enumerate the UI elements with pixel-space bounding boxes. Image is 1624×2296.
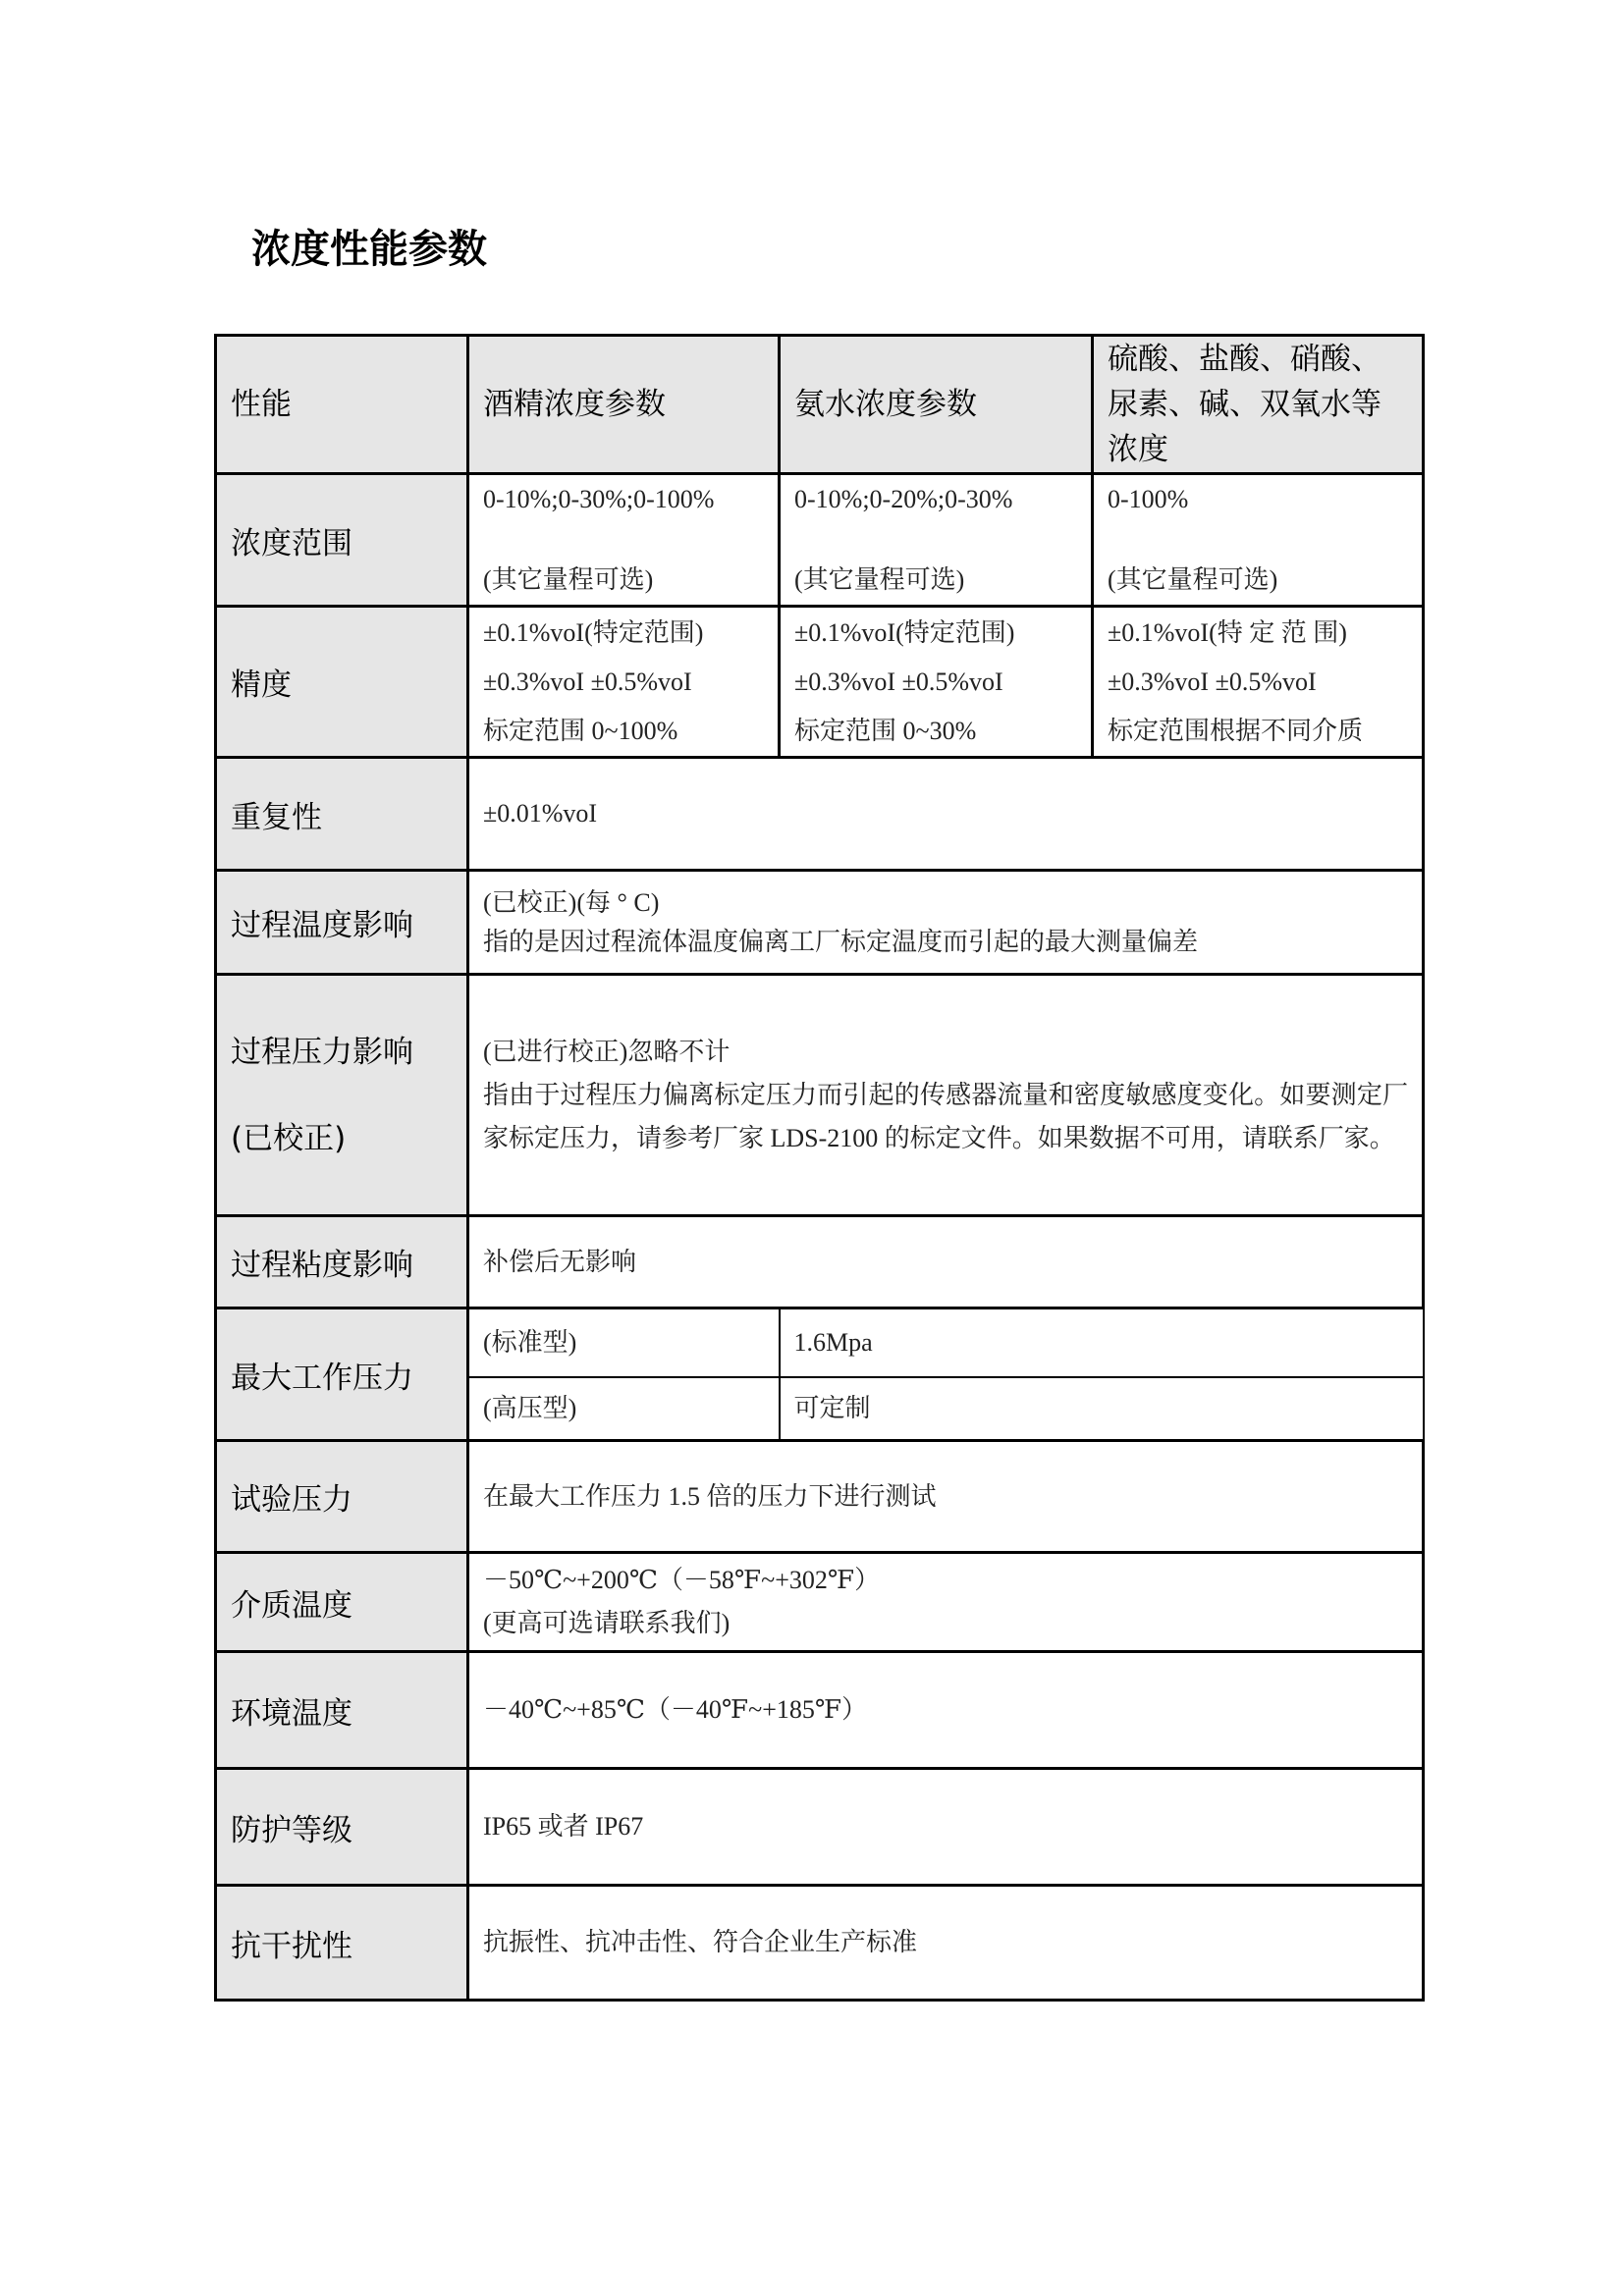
protection-value: IP65 或者 IP67 (468, 1769, 1424, 1886)
range-note: (其它量程可选) (483, 565, 654, 594)
text-line: ±0.3%voI ±0.5%voI (483, 667, 692, 696)
pressure-type: (高压型) (468, 1377, 780, 1441)
row-label: 过程粘度影响 (216, 1216, 468, 1308)
range-value: 0-10%;0-20%;0-30% (794, 485, 1013, 513)
label-line: (已校正) (231, 1120, 347, 1156)
row-label: 抗干扰性 (216, 1886, 468, 2001)
range-note: (其它量程可选) (1108, 565, 1278, 594)
table-row (216, 758, 1424, 871)
temp-effect-cell (468, 871, 1424, 975)
label-line: 过程压力影响 (231, 1034, 413, 1070)
table-row (216, 1216, 1424, 1308)
medium-temp-cell (468, 1553, 1424, 1652)
range-cell (468, 474, 780, 607)
pressure-value: 1.6Mpa (780, 1308, 1424, 1377)
row-label: 试验压力 (216, 1441, 468, 1553)
table-row (216, 1652, 1424, 1769)
table-row (216, 871, 1424, 975)
text-line: ±0.1%voI(特定范围) (794, 617, 1015, 647)
row-label: 介质温度 (216, 1553, 468, 1652)
test-pressure-value: 在最大工作压力 1.5 倍的压力下进行测试 (468, 1441, 1424, 1553)
range-value: 0-100% (1108, 485, 1189, 513)
table-row (216, 1769, 1424, 1886)
row-label: 最大工作压力 (216, 1308, 468, 1441)
row-label (216, 975, 468, 1216)
range-cell (780, 474, 1093, 607)
row-label: 防护等级 (216, 1769, 468, 1886)
range-note: (其它量程可选) (794, 565, 965, 594)
text-line: (已校正)(每 ° C) (483, 887, 660, 917)
header-cell: 性能 (216, 336, 468, 474)
text-line: ±0.3%voI ±0.5%voI (1108, 667, 1317, 696)
text-line: 指的是因过程流体温度偏离工厂标定温度而引起的最大测量偏差 (483, 927, 1199, 956)
accuracy-cell (1093, 607, 1424, 758)
pressure-type: (标准型) (468, 1308, 780, 1377)
table-row (216, 1886, 1424, 2001)
row-label: 环境温度 (216, 1652, 468, 1769)
ambient-temp-value: －40℃~+85℃（－40℉~+185℉） (468, 1652, 1424, 1769)
table-row (216, 474, 1424, 607)
text-line: (已进行校正)忽略不计 (483, 1037, 731, 1066)
range-cell (1093, 474, 1424, 607)
spec-table (214, 334, 1425, 2002)
text-line: ±0.1%voI(特定范围) (483, 617, 704, 647)
pressure-effect-cell (468, 975, 1424, 1216)
text-line: (更高可选请联系我们) (483, 1609, 731, 1637)
accuracy-cell (468, 607, 780, 758)
table-row (216, 1308, 1424, 1377)
header-cell: 酒精浓度参数 (468, 336, 780, 474)
header-cell: 硫酸、盐酸、硝酸、尿素、碱、双氧水等浓度 (1093, 336, 1424, 474)
header-cell: 氨水浓度参数 (780, 336, 1093, 474)
table-row (216, 1441, 1424, 1553)
table-header-row (216, 336, 1424, 474)
interference-value: 抗振性、抗冲击性、符合企业生产标准 (468, 1886, 1424, 2001)
row-label: 重复性 (216, 758, 468, 871)
viscosity-value: 补偿后无影响 (468, 1216, 1424, 1308)
accuracy-cell (780, 607, 1093, 758)
text-line: ±0.1%voI(特 定 范 围) (1108, 617, 1347, 647)
table-row (216, 607, 1424, 758)
row-label: 精度 (216, 607, 468, 758)
text-line: 标定范围根据不同介质 (1108, 716, 1364, 745)
table-row (216, 1553, 1424, 1652)
text-line: 指由于过程压力偏离标定压力而引起的传感器流量和密度敏感度变化。如要测定厂家标定压力，请参考厂家 LDS-2100 的标定文件。如果数据不可用，请联系厂家。 (483, 1080, 1408, 1152)
range-value: 0-10%;0-30%;0-100% (483, 485, 715, 513)
text-line: ±0.3%voI ±0.5%voI (794, 667, 1003, 696)
row-label: 浓度范围 (216, 474, 468, 607)
row-label: 过程温度影响 (216, 871, 468, 975)
page-title: 浓度性能参数 (251, 227, 487, 272)
text-line: －50℃~+200℃（－58℉~+302℉） (483, 1566, 881, 1594)
text-line: 标定范围 0~30% (794, 716, 977, 745)
text-line: 标定范围 0~100% (483, 716, 678, 745)
repeatability-value: ±0.01%voI (468, 758, 1424, 871)
table-row (216, 975, 1424, 1216)
pressure-value: 可定制 (780, 1377, 1424, 1441)
